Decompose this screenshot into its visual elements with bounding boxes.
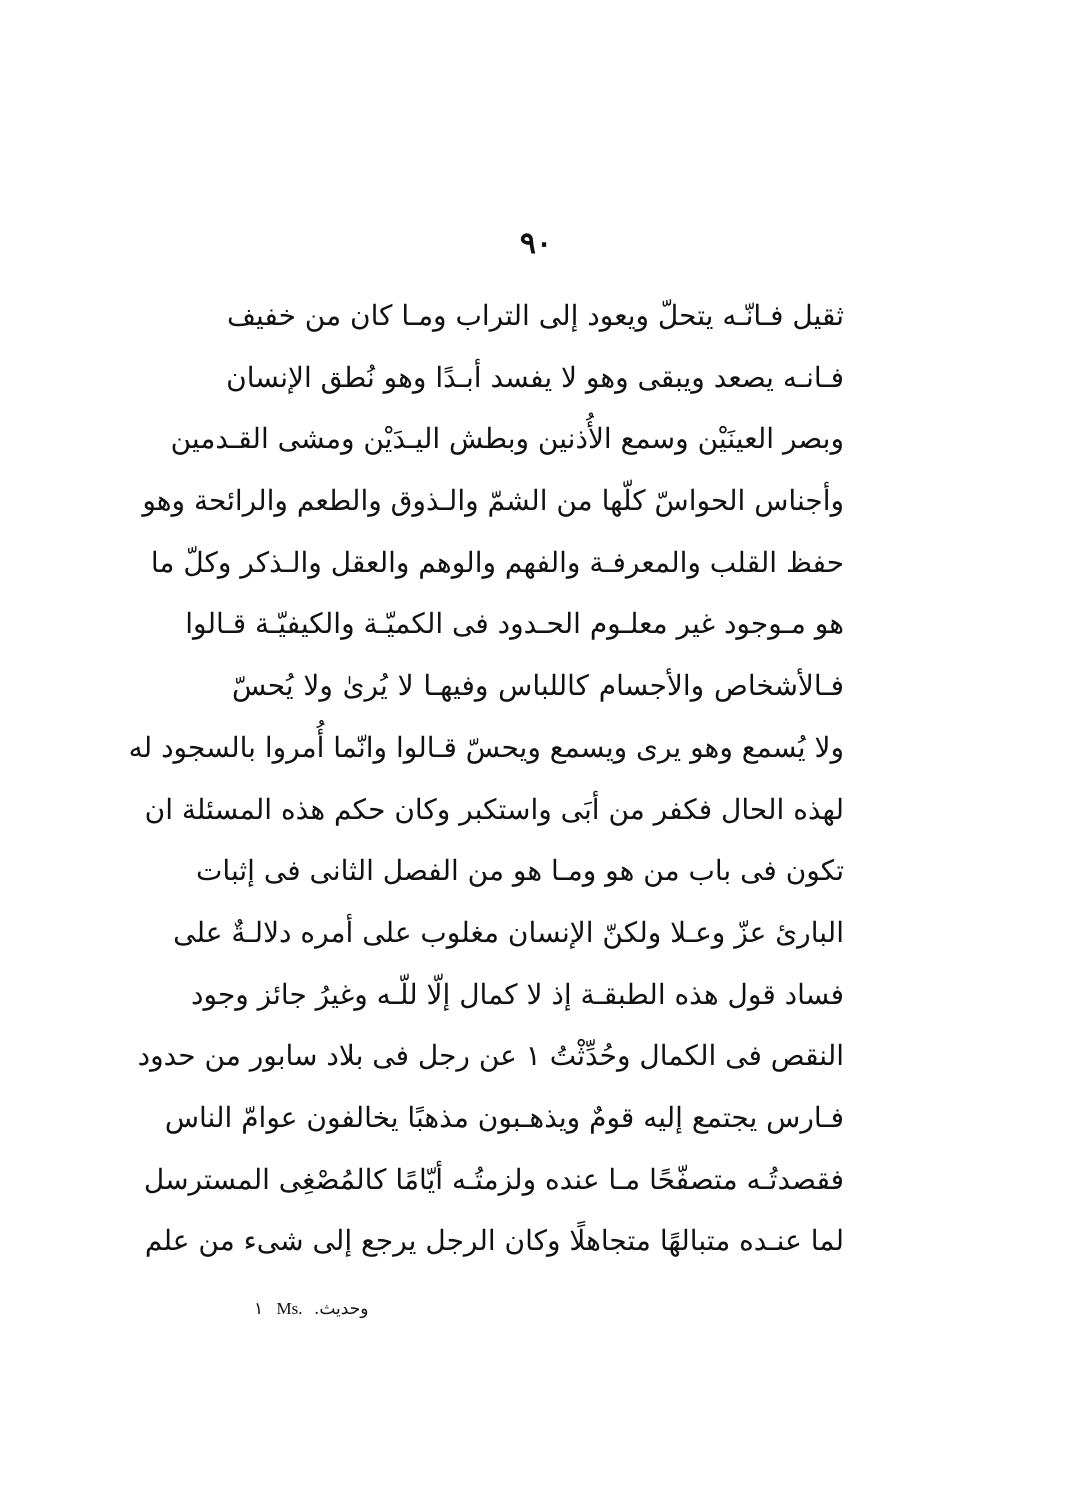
text-line: ثقيل فـانّـه يتحلّ ويعود إلى التراب ومـا كان من خفيف — [226, 299, 844, 332]
footnote-label: Ms. — [276, 1299, 303, 1318]
text-line: وأجناس الحواسّ كلّها من الشمّ والـذوق والطعم والرائحة وهو — [142, 484, 844, 518]
text-line: فـانـه يصعد ويبقى وهو لا يفسد أبـدًا وهو نُطق الإنسان — [226, 360, 844, 394]
text-line: وبصر العينَيْن وسمع الأُذنين وبطش اليـدَيْن ومشى القـدمين — [170, 422, 844, 456]
text-line: ولا يُسمع وهو يرى ويسمع ويحسّ قـالوا وانّما أُمروا بالسجود له — [128, 730, 844, 764]
text-line: فـالأشخاص والأجسام كاللباس وفيهـا لا يُرىٰ ولا يُحسّ — [232, 669, 844, 703]
footnote — [254, 1298, 368, 1320]
text-line: لهذه الحال فكفر من أبَى واستكبر وكان حكم هذه المسئلة ان — [144, 792, 844, 826]
footnote-marker: ١ — [254, 1299, 264, 1319]
text-line: البارئ عزّ وعـلا ولكنّ الإنسان مغلوب على أمره دلالـةٌ على — [173, 915, 844, 949]
text-line: النقص فى الكمال وحُدِّثْتُ ١ عن رجل فى بلاد سابور من حدود — [137, 1039, 844, 1073]
text-line: هو مـوجود غير معلـوم الحـدود فى الكميّـة والكيفيّـة قـالوا — [185, 607, 844, 641]
text-line: فـارس يجتمع إليه قومٌ ويذهـبون مذهبًا يخالفون عوامّ الناس — [164, 1100, 844, 1134]
text-line: فقصدتُـه متصفّحًا مـا عنده ولزمتُـه أيّامًا كالمُصْغِى المسترسل — [143, 1162, 844, 1196]
footnote-text: وحديث. — [313, 1299, 369, 1319]
page-number: ٩٠ — [519, 226, 553, 261]
text-line: تكون فى باب من هو ومـا هو من الفصل الثانى فى إثبات — [196, 854, 844, 888]
text-line: لما عنـده متبالهًا متجاهلًا وكان الرجل يرجع إلى شىء من علم — [144, 1224, 844, 1258]
body-text — [128, 290, 844, 1277]
text-line: حفظ القلب والمعرفـة والفهم والوهم والعقل والـذكر وكلّ ما — [150, 545, 844, 579]
text-line: فساد قول هذه الطبقـة إذ لا كمال إلّا للّـه وغيرُ جائز وجود — [191, 977, 844, 1011]
